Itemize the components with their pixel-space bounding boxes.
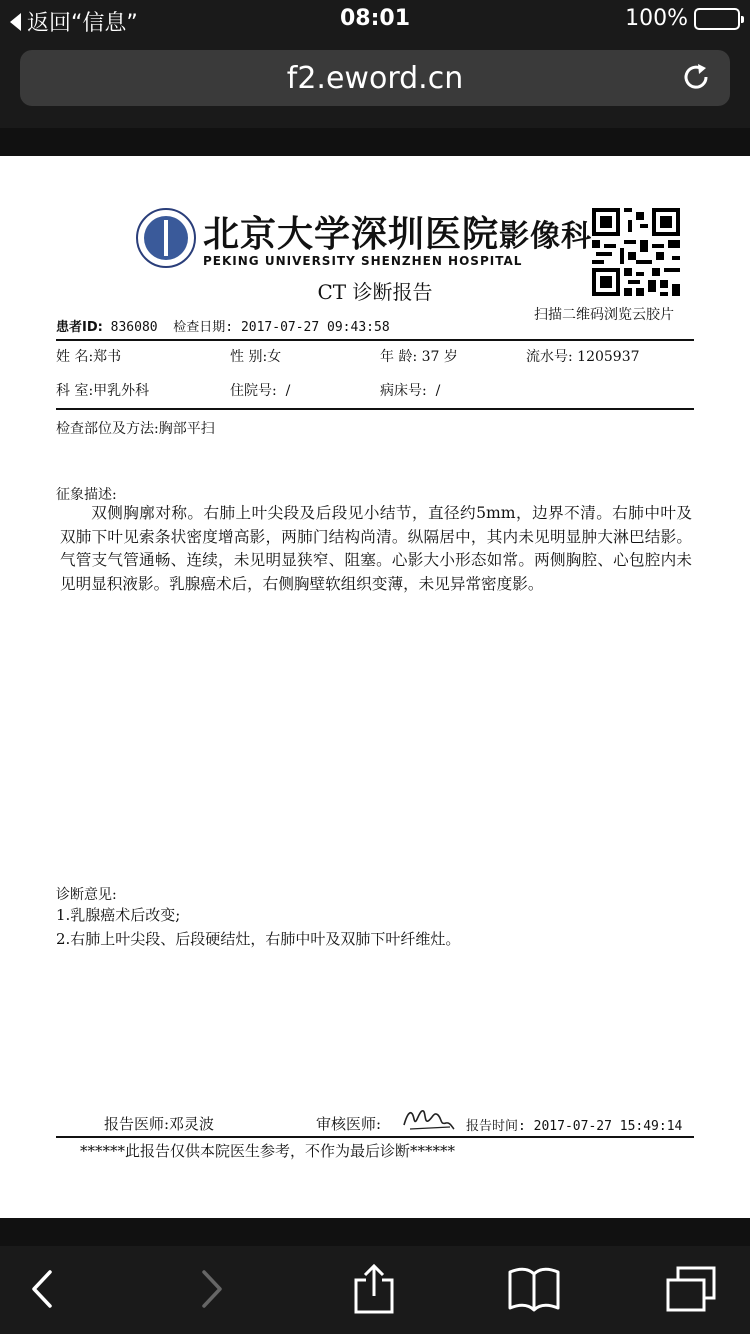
report-title: CT 诊断报告 <box>317 280 433 304</box>
url-text: f2.eword.cn <box>286 60 464 96</box>
patient-id-label: 患者ID: <box>56 320 103 335</box>
signature-scribble-icon <box>400 1105 456 1133</box>
exam-method: 胸部平扫 <box>158 421 215 437</box>
name-field: 姓 名:郑书 <box>56 349 122 365</box>
address-bar[interactable] <box>20 50 730 106</box>
report-time: 报告时间: 2017-07-27 15:49:14 <box>466 1119 683 1134</box>
reload-icon[interactable] <box>682 63 712 93</box>
diagnosis-item-2: 2.右肺上叶尖段、后段硬结灶，右肺中叶及双肺下叶纤维灶。 <box>56 930 461 948</box>
age-field: 年 龄: 37 岁 <box>380 349 458 365</box>
hospital-name-cn: 北京大学深圳医院影像科 <box>203 213 593 255</box>
findings-text: 双侧胸廓对称。右肺上叶尖段及后段见小结节，直径约5mm，边界不清。右肺中叶及双肺下叶见索条状密度增高影，两肺门结构尚清。纵隔居中，其内未见明显肿大淋巴结影。气管支气管通畅、连续，未见明显狭窄、阻塞。心影大小形态如常。两侧胸腔、心包腔内未见明显积液影。乳腺癌术后，右侧胸壁软组织变薄，未见异常密度影。 <box>60 504 692 593</box>
bed-number: / <box>435 383 441 399</box>
battery-percent: 100% <box>625 6 688 31</box>
inpatient-number: / <box>285 383 291 399</box>
inpatient-field: 住院号: / <box>230 383 291 399</box>
gender-field: 性 别:女 <box>230 349 282 365</box>
bookmarks-icon[interactable] <box>506 1264 562 1314</box>
serial-number: 1205937 <box>577 349 640 365</box>
exam-date-label: 检查日期: <box>173 320 234 335</box>
disclaimer-note: ******此报告仅供本院医生参考，不作为最后诊断****** <box>80 1142 456 1160</box>
page-top-margin <box>0 128 750 156</box>
qr-caption: 扫描二维码浏览云胶片 <box>534 307 674 323</box>
exam-date: 2017-07-27 09:43:58 <box>240 320 390 335</box>
divider <box>56 1136 694 1138</box>
share-icon[interactable] <box>346 1264 402 1314</box>
signature-row <box>0 1111 750 1135</box>
reviewing-doctor-label: 审核医师: <box>316 1115 382 1133</box>
back-chevron-icon[interactable] <box>14 1264 70 1314</box>
hospital-name-en: PEKING UNIVERSITY SHENZHEN HOSPITAL <box>203 254 523 268</box>
hospital-logo-icon <box>136 208 196 268</box>
browser-address-area <box>0 40 750 128</box>
browser-toolbar <box>0 1246 750 1334</box>
exam-method-row: 检查部位及方法:胸部平扫 <box>56 421 215 437</box>
serial-field: 流水号: 1205937 <box>526 349 640 365</box>
department-name: 影像科 <box>499 219 593 254</box>
reporting-doctor: 报告医师:邓灵波 <box>104 1115 215 1133</box>
patient-age: 37 岁 <box>421 349 458 365</box>
findings-label: 征象描述: <box>56 487 117 503</box>
patient-name: 郑书 <box>93 349 122 365</box>
patient-id: 836080 <box>110 320 158 335</box>
department: 甲乳外科 <box>93 383 150 399</box>
tabs-icon[interactable] <box>664 1264 720 1314</box>
divider <box>56 408 694 410</box>
battery-indicator <box>625 6 740 31</box>
ct-report-document <box>0 156 750 1218</box>
clock: 08:01 <box>339 6 411 31</box>
forward-chevron-icon[interactable] <box>184 1264 240 1314</box>
status-bar <box>0 0 750 40</box>
diagnosis-label: 诊断意见: <box>56 887 117 903</box>
back-label: 返回“信息” <box>27 11 138 36</box>
patient-gender: 女 <box>267 349 282 365</box>
bed-field: 病床号: / <box>380 383 441 399</box>
battery-icon <box>694 8 740 30</box>
diagnosis-item-1: 1.乳腺癌术后改变; <box>56 906 181 924</box>
patient-id-row <box>56 316 390 335</box>
dept-field: 科 室:甲乳外科 <box>56 383 150 399</box>
divider <box>56 339 694 341</box>
page-bottom-margin <box>0 1218 750 1246</box>
